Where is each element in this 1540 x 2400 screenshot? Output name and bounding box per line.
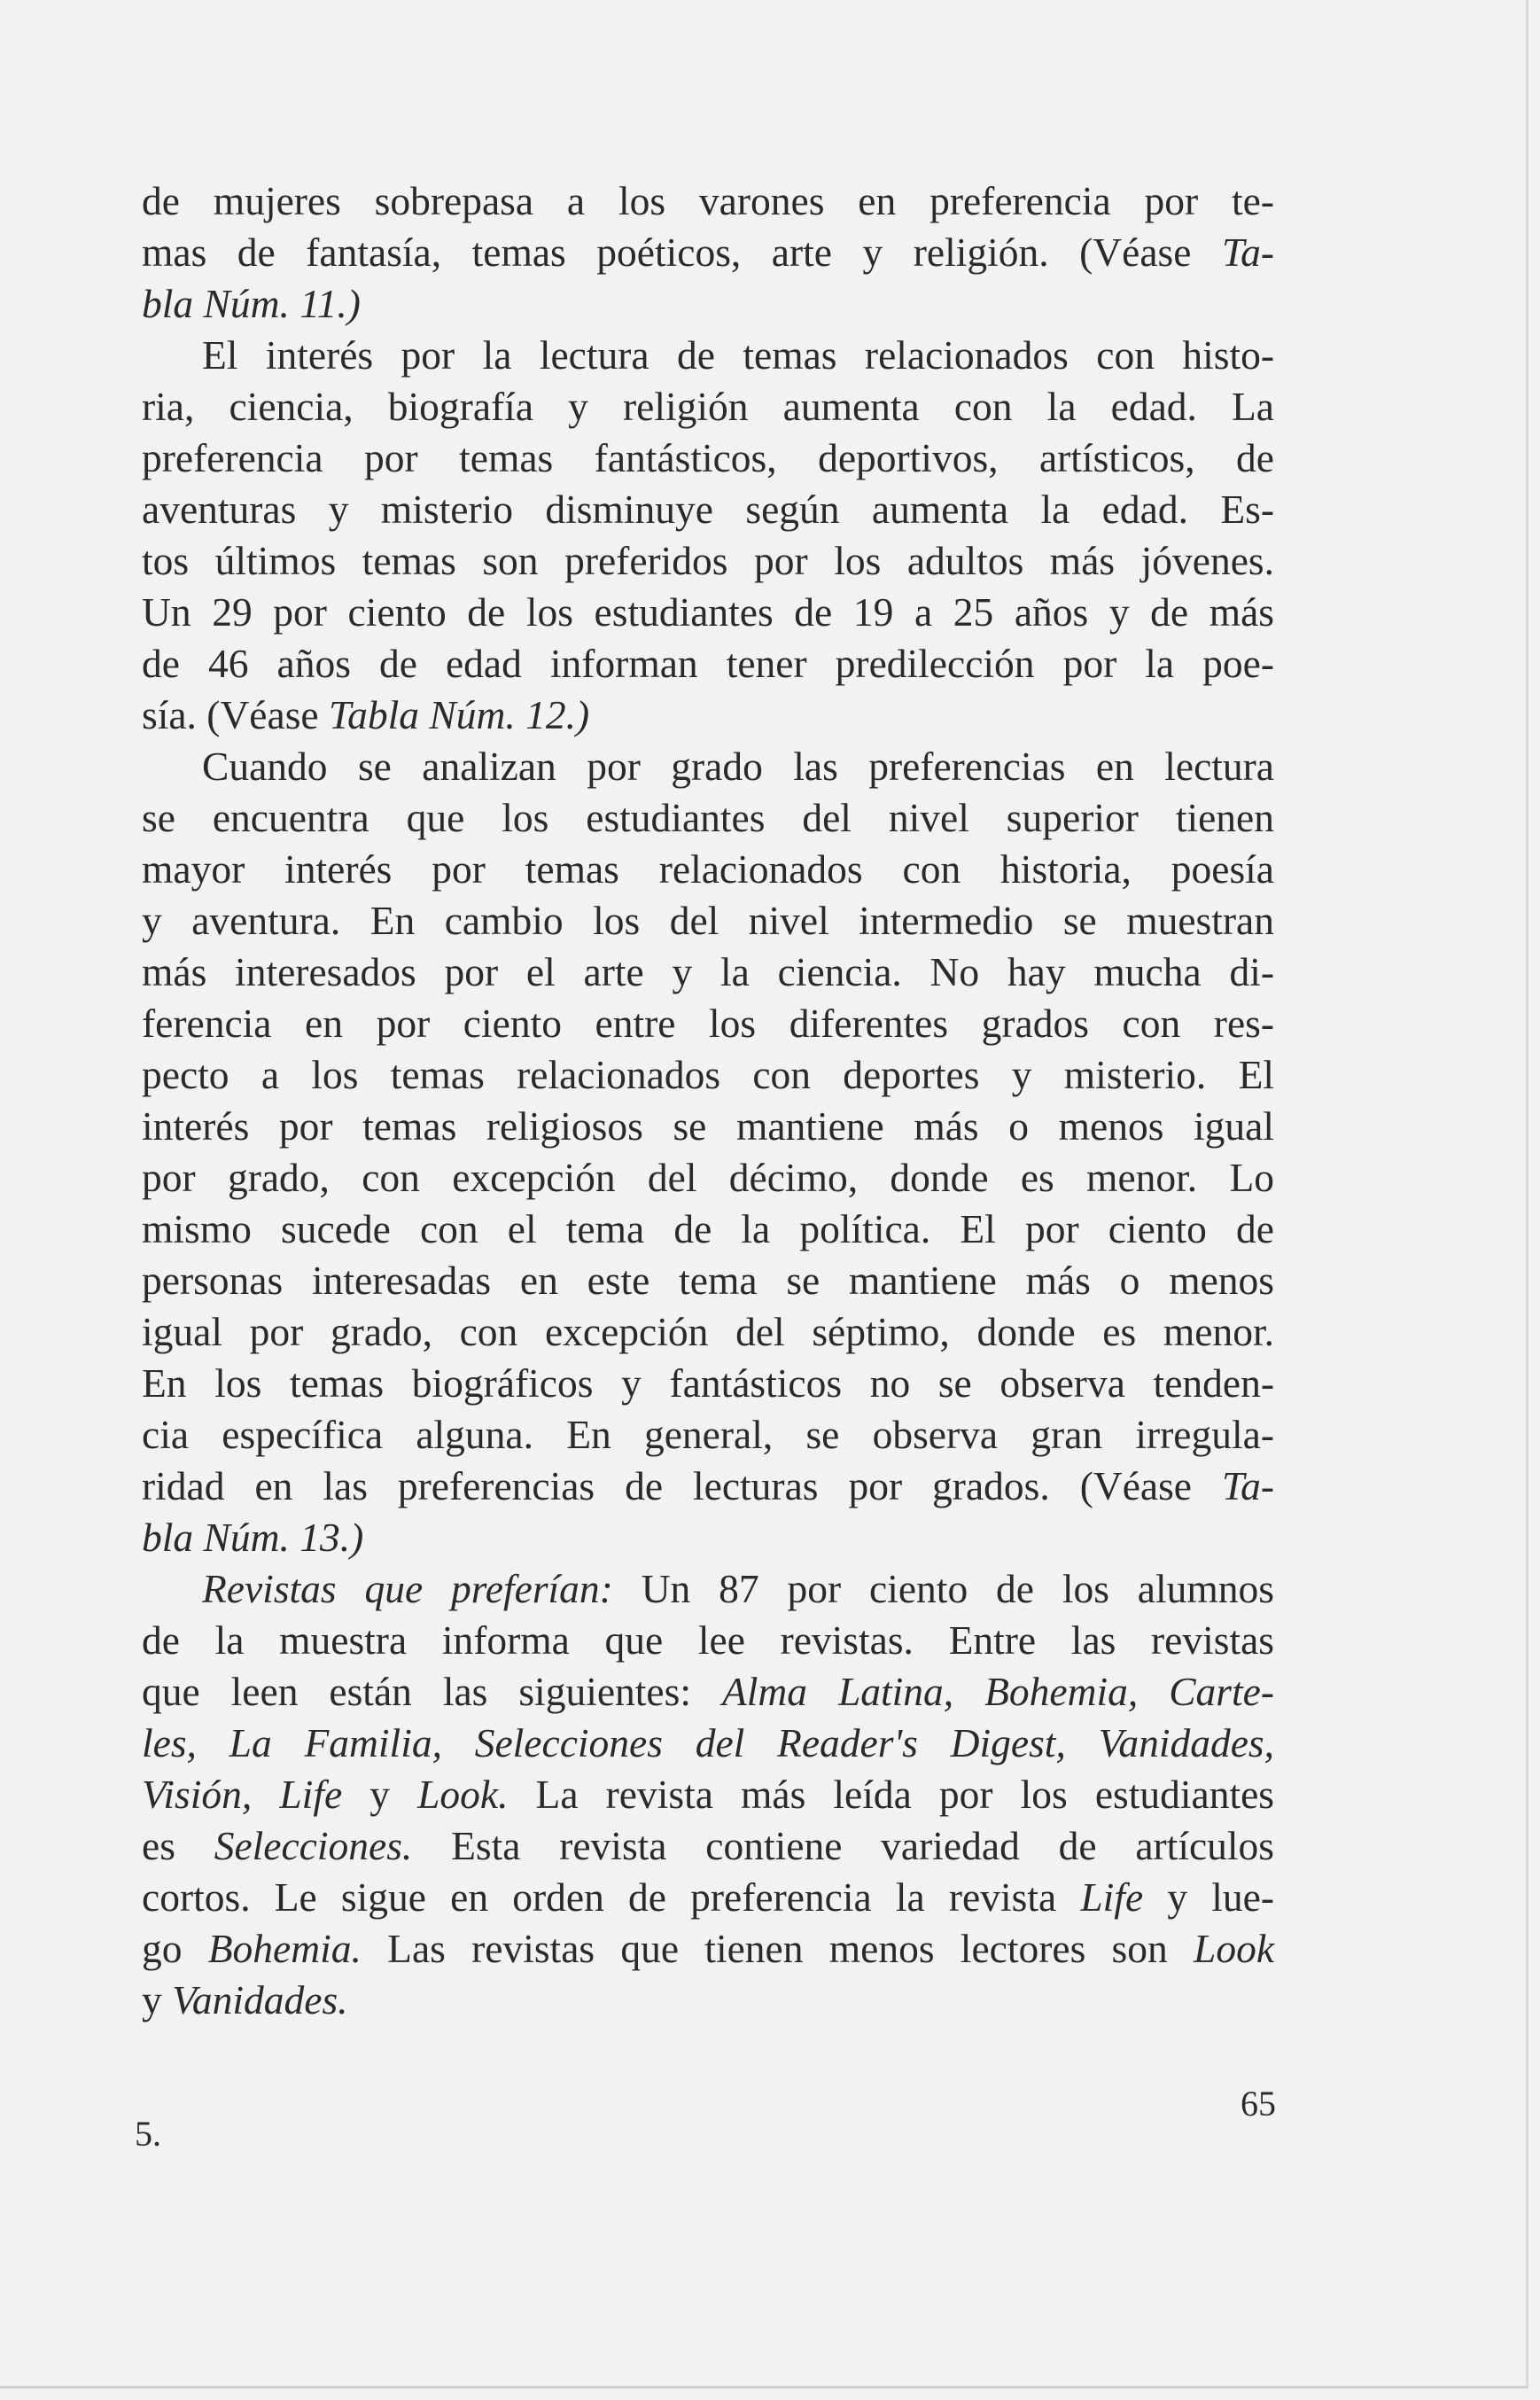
paragraph <box>142 1563 1274 2026</box>
text-line: de 46 años de edad informan tener predilección por la poe- <box>142 641 1274 686</box>
text-line: cia específica alguna. En general, se observa gran irregula- <box>142 1412 1274 1457</box>
text-line: ferencia en por ciento entre los diferentes grados con res- <box>142 1001 1274 1046</box>
text-line: tos últimos temas son preferidos por los adultos más jóvenes. <box>142 538 1274 583</box>
paragraph <box>142 330 1274 741</box>
text-line: que leen están las siguientes: Alma Latina, Bohemia, Carte- <box>142 1669 1274 1714</box>
text-line: El interés por la lectura de temas relacionados con histo- <box>202 332 1274 378</box>
text-line: mismo sucede con el tema de la política. El por ciento de <box>142 1206 1274 1251</box>
text-line: mayor interés por temas relacionados con historia, poesía <box>142 846 1274 892</box>
text-line: En los temas biográficos y fantásticos no se observa tenden- <box>142 1360 1274 1406</box>
text-line: igual por grado, con excepción del séptimo, donde es menor. <box>142 1309 1274 1354</box>
text-line: les, La Familia, Selecciones del Reader's Digest, Vanidades, <box>142 1720 1274 1765</box>
text-line: Cuando se analizan por grado las preferencias en lectura <box>202 744 1274 789</box>
text-line: Revistas que preferían: Un 87 por ciento de los alumnos <box>202 1566 1274 1611</box>
text-line: ridad en las preferencias de lecturas por grados. (Véase Ta- <box>142 1463 1274 1508</box>
signature-mark: 5. <box>135 2114 161 2154</box>
text-line: ria, ciencia, biografía y religión aumenta con la edad. La <box>142 384 1274 429</box>
text-line: preferencia por temas fantásticos, deportivos, artísticos, de <box>142 435 1274 480</box>
paragraph <box>142 175 1274 330</box>
text-line: es Selecciones. Esta revista contiene variedad de artículos <box>142 1823 1275 1868</box>
text-line: de la muestra informa que lee revistas. Entre las revistas <box>142 1617 1274 1663</box>
text-line: cortos. Le sigue en orden de preferencia la revista Life y lue- <box>142 1874 1274 1920</box>
text-line: de mujeres sobrepasa a los varones en preferencia por te- <box>142 178 1274 223</box>
body-text <box>142 175 1274 2026</box>
text-line: bla Núm. 11.) <box>142 281 361 326</box>
text-line: interés por temas religiosos se mantiene más o menos igual <box>142 1103 1274 1149</box>
text-line: Un 29 por ciento de los estudiantes de 19 a 25 años y de más <box>142 589 1274 635</box>
text-line: y Vanidades. <box>142 1977 348 2022</box>
text-line: go Bohemia. Las revistas que tienen menos lectores son Look <box>142 1926 1275 1971</box>
text-line: por grado, con excepción del décimo, donde es menor. Lo <box>142 1155 1274 1200</box>
text-line: personas interesadas en este tema se mantiene más o menos <box>142 1258 1274 1303</box>
text-line: y aventura. En cambio los del nivel intermedio se muestran <box>142 898 1274 943</box>
text-line: más interesados por el arte y la ciencia. No hay mucha di- <box>142 949 1274 994</box>
text-line: Visión, Life y Look. La revista más leída por los estudiantes <box>142 1772 1274 1817</box>
text-line: pecto a los temas relacionados con deportes y misterio. El <box>142 1052 1274 1097</box>
paragraph <box>142 741 1274 1563</box>
text-line: se encuentra que los estudiantes del nivel superior tienen <box>142 795 1274 840</box>
page-number: 65 <box>1241 2084 1276 2123</box>
text-line: sía. (Véase Tabla Núm. 12.) <box>142 692 590 737</box>
text-line: bla Núm. 13.) <box>142 1515 364 1560</box>
text-line: mas de fantasía, temas poéticos, arte y religión. (Véase Ta- <box>142 230 1274 275</box>
text-line: aventuras y misterio disminuye según aumenta la edad. Es- <box>142 487 1274 532</box>
